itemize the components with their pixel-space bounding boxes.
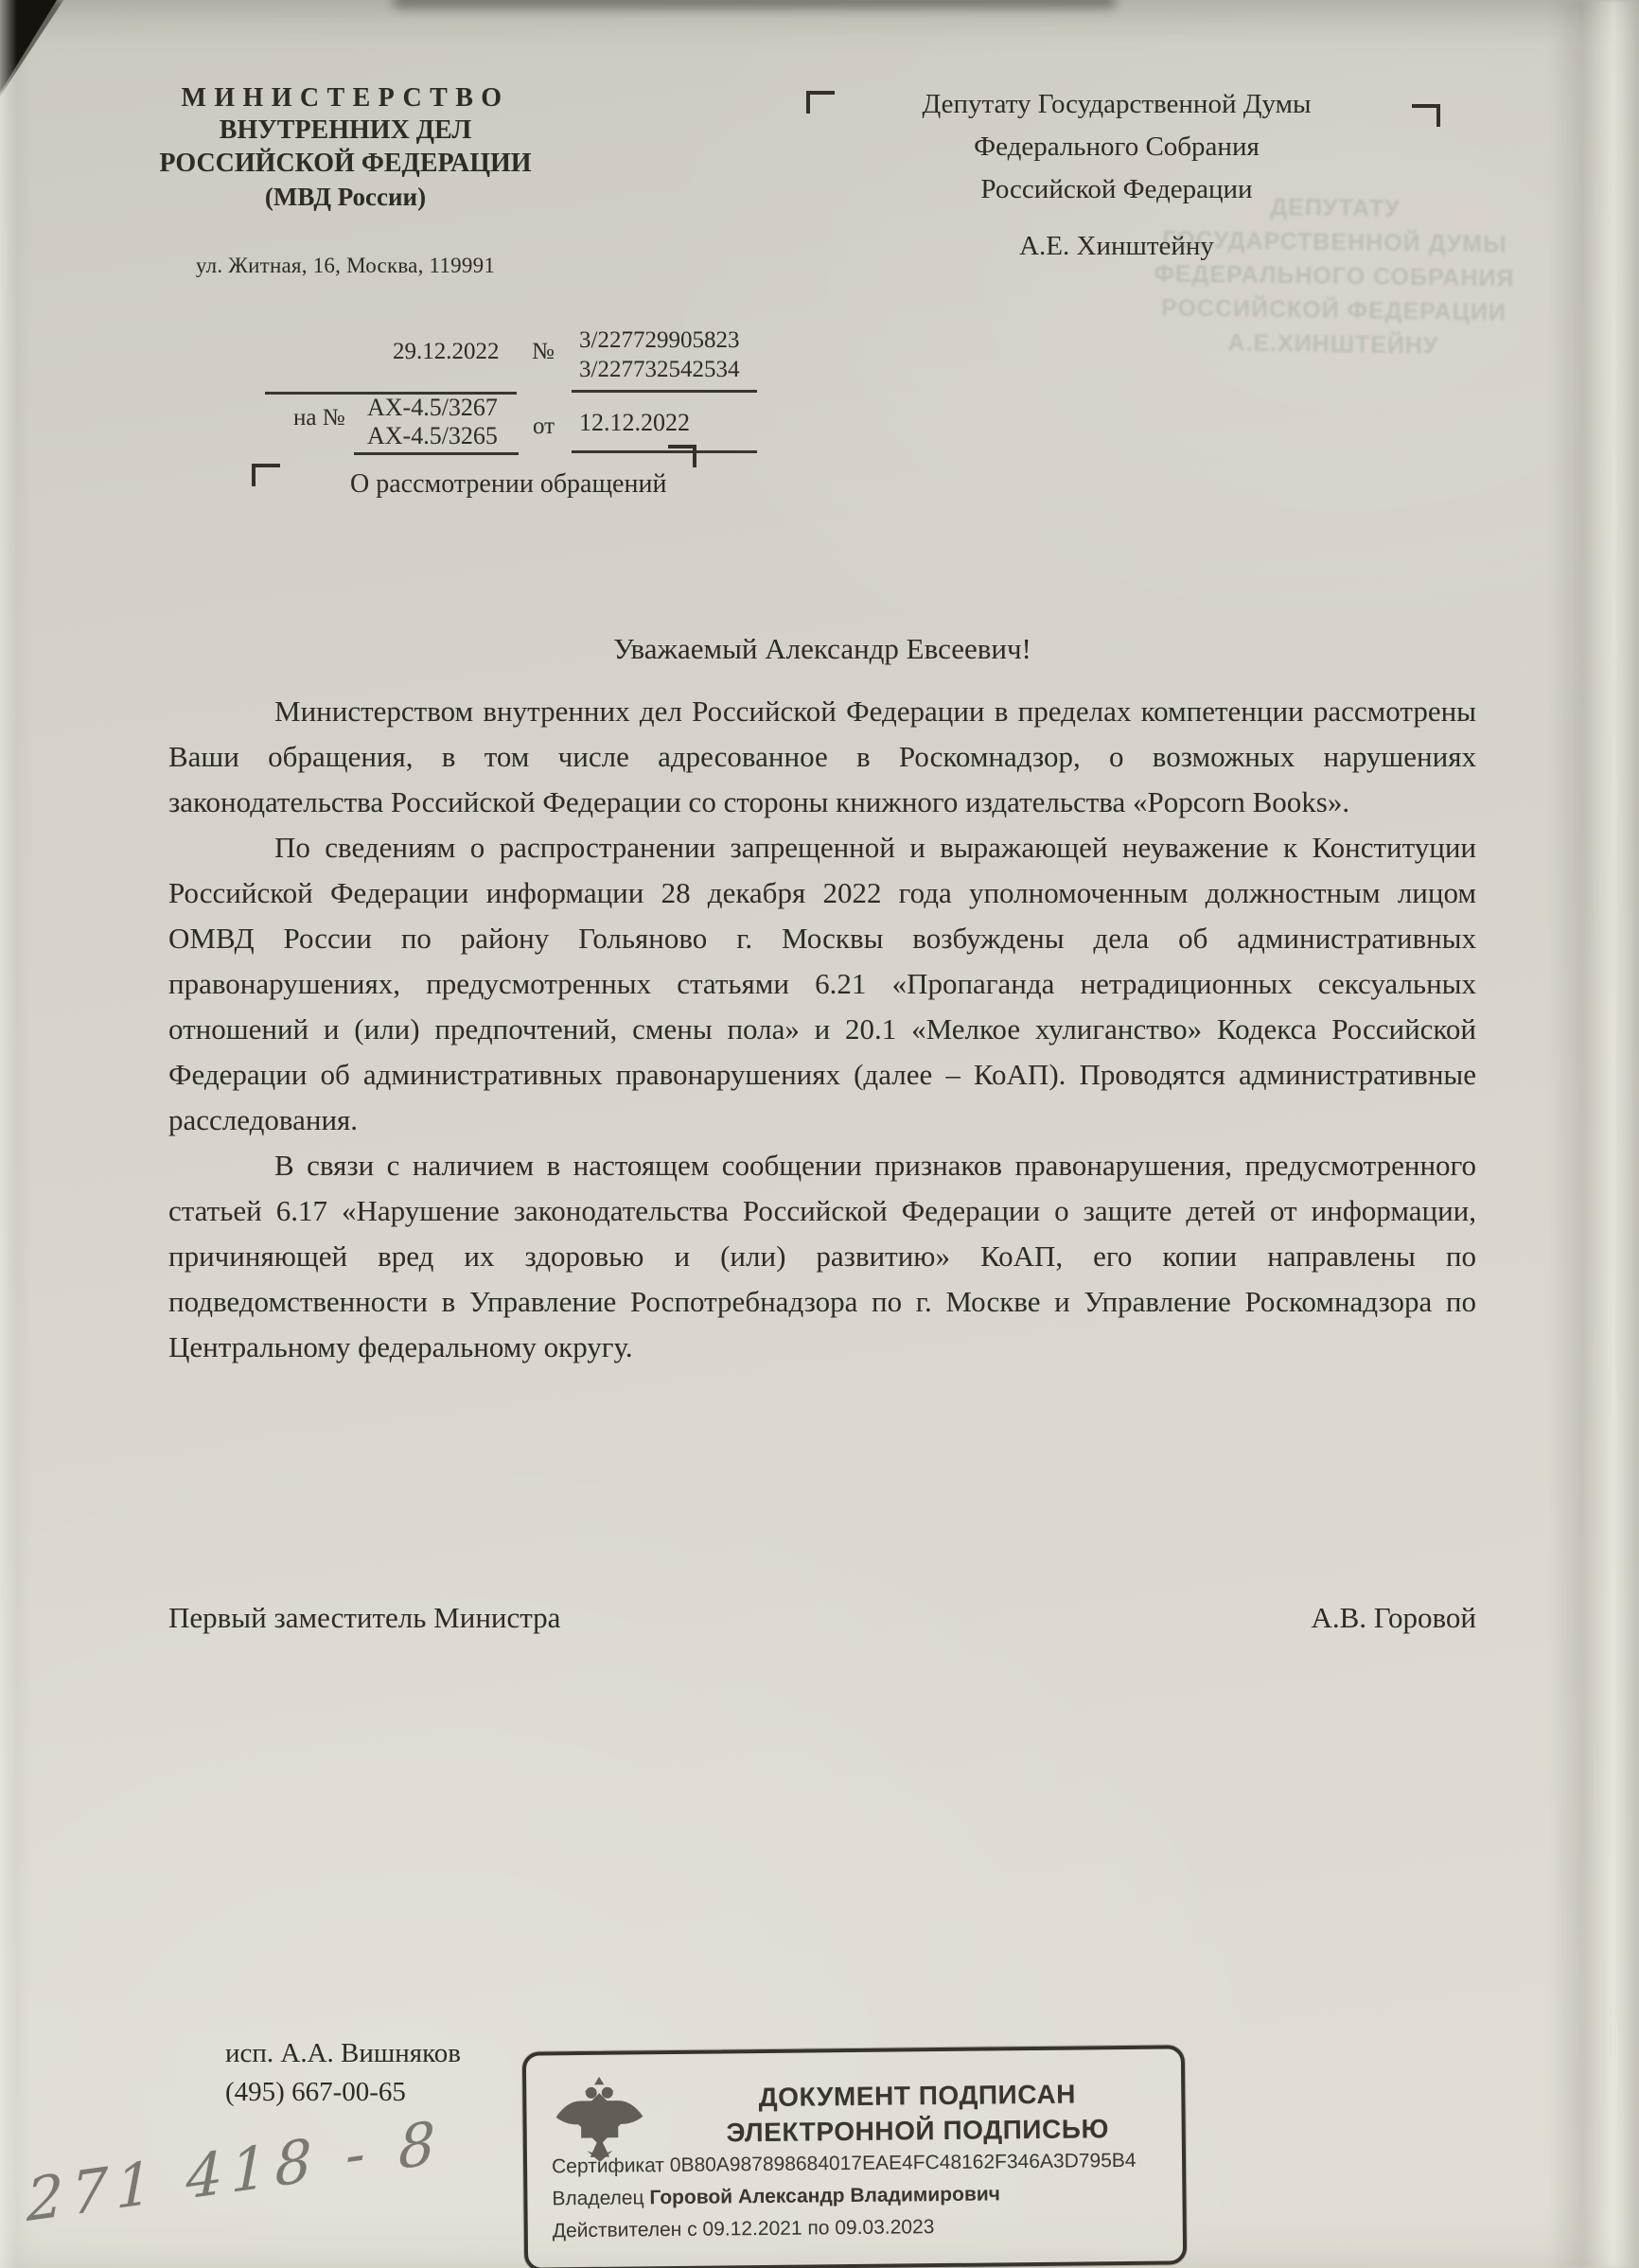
owner-line	[552, 2182, 1169, 2211]
from-label: от	[533, 413, 555, 439]
executor-phone: (495) 667-00-65	[225, 2077, 406, 2107]
paper-left-edge	[0, 0, 17, 2268]
executor-name: исп. А.А. Вишняков	[225, 2038, 461, 2068]
bleed-line-5: А.Е.ХИНШТЕЙНУ	[1227, 329, 1439, 360]
photo-top-shadow	[394, 0, 1115, 8]
corner-mark-recipient-right	[1412, 104, 1440, 127]
ministry-name-line3: РОССИЙСКОЙ ФЕДЕРАЦИИ	[159, 149, 532, 178]
body-paragraph-1: Министерством внутренних дел Российской Федерации в пределах компетенции рассмотрены Ваши обращения, в том числе адресованное в Роскомнадзор, о возможных нарушениях законодательства Российской Федерации со стороны книжного издательства «Popcorn Books».	[168, 694, 1476, 818]
reference-number-2: АХ-4.5/3265	[367, 422, 498, 449]
reference-date: 12.12.2022	[579, 409, 690, 436]
body-paragraph-2: По сведениям о распространении запрещенной и выражающей неуважение к Конституции Российской Федерации информации 28 декабря 2022 года уполномоченным должностным лицом ОМВД России по району Гольяново г. Москвы возбуждены дела об административных правонарушениях, предусмотренных статьями 6.21 «Пропаганда нетрадиционных сексуальных отношений и (или) предпочтений, смены пола» и 20.1 «Мелкое хулиганство» Кодекса Российской Федерации об административных правонарушениях (далее – КоАП). Проводятся административные расследования.	[168, 831, 1476, 1136]
subject-line: О рассмотрении обращений	[350, 469, 667, 499]
ministry-name-line1: МИНИСТЕРСТВО	[181, 83, 510, 113]
signature-row	[168, 1601, 1476, 1635]
signer-name: А.В. Горовой	[1311, 1601, 1476, 1634]
corner-mark-recipient-left	[806, 91, 835, 114]
ministry-name-line2: ВНУТРЕННИХ ДЕЛ	[219, 115, 472, 145]
handwritten-note: 271 418 - 8	[26, 2106, 444, 2236]
certificate-value: 0B80A987898684017EAE4FC48162F346A3D795B4	[669, 2149, 1137, 2177]
stamp-title-line1: ДОКУМЕНТ ПОДПИСАН	[758, 2079, 1077, 2113]
recipient-name: А.Е. Хинштейну	[1019, 231, 1214, 261]
number-sign: №	[532, 339, 555, 364]
body-paragraph-3: В связи с наличием в настоящем сообщении признаков правонарушения, предусмотренного статьей 6.17 «Нарушение законодательства Российской Федерации о защите детей от информации, причиняющей вред их здоровью и (или) развитию» КоАП, его копии направлены по подведомственности в Управление Роспотребнадзора по г. Москве и Управление Роскомнадзора по Центральному федеральному округу.	[168, 1149, 1476, 1363]
executor-block	[225, 2034, 461, 2112]
ministry-short-name: (МВД России)	[264, 183, 427, 211]
bleed-line-3: ФЕДЕРАЛЬНОГО СОБРАНИЯ	[1154, 260, 1515, 292]
reference-numbers	[367, 394, 498, 450]
salutation: Уважаемый Александр Евсеевич!	[613, 632, 1031, 665]
letter-body	[168, 626, 1476, 1370]
recipient-line-2: Федерального Собрания	[974, 132, 1260, 162]
stamp-title	[668, 2076, 1167, 2152]
letterhead	[156, 83, 535, 278]
paper-right-edge	[1548, 0, 1639, 2268]
outgoing-numbers	[579, 325, 739, 384]
digital-signature-stamp	[522, 2045, 1187, 2268]
reference-number-1: АХ-4.5/3267	[367, 394, 498, 421]
bleed-line-2: ГОСУДАРСТВЕННОЙ ДУМЫ	[1162, 226, 1507, 258]
rule-under-numbers	[572, 390, 757, 393]
letter-date: 29.12.2022	[393, 339, 500, 364]
rule-under-reference	[354, 452, 519, 455]
bleed-through-text	[1049, 187, 1619, 365]
recipient-line-3: Российской Федерации	[980, 174, 1253, 204]
bleed-line-1: ДЕПУТАТУ	[1270, 194, 1401, 222]
validity-line: Действителен с 09.12.2021 по 09.03.2023	[552, 2216, 935, 2242]
corner-mark-subject-right	[668, 445, 696, 467]
signer-title: Первый заместитель Министра	[168, 1601, 561, 1634]
recipient-line-1: Депутату Государственной Думы	[922, 89, 1312, 119]
outgoing-number-1: 3/227729905823	[579, 327, 740, 353]
stamp-title-line2: ЭЛЕКТРОННОЙ ПОДПИСЬЮ	[726, 2114, 1110, 2148]
owner-label: Владелец	[552, 2187, 644, 2210]
reference-label: на №	[293, 405, 345, 431]
outgoing-number-2: 3/227732542534	[579, 357, 740, 382]
owner-name: Горовой Александр Владимирович	[649, 2183, 1001, 2209]
certificate-label: Сертификат	[551, 2154, 665, 2178]
corner-mark-subject-left	[252, 464, 280, 486]
bleed-line-4: РОССИЙСКОЙ ФЕДЕРАЦИИ	[1160, 294, 1507, 326]
ministry-address: ул. Житная, 16, Москва, 119991	[195, 254, 496, 277]
rule-under-reference-date	[572, 450, 757, 453]
